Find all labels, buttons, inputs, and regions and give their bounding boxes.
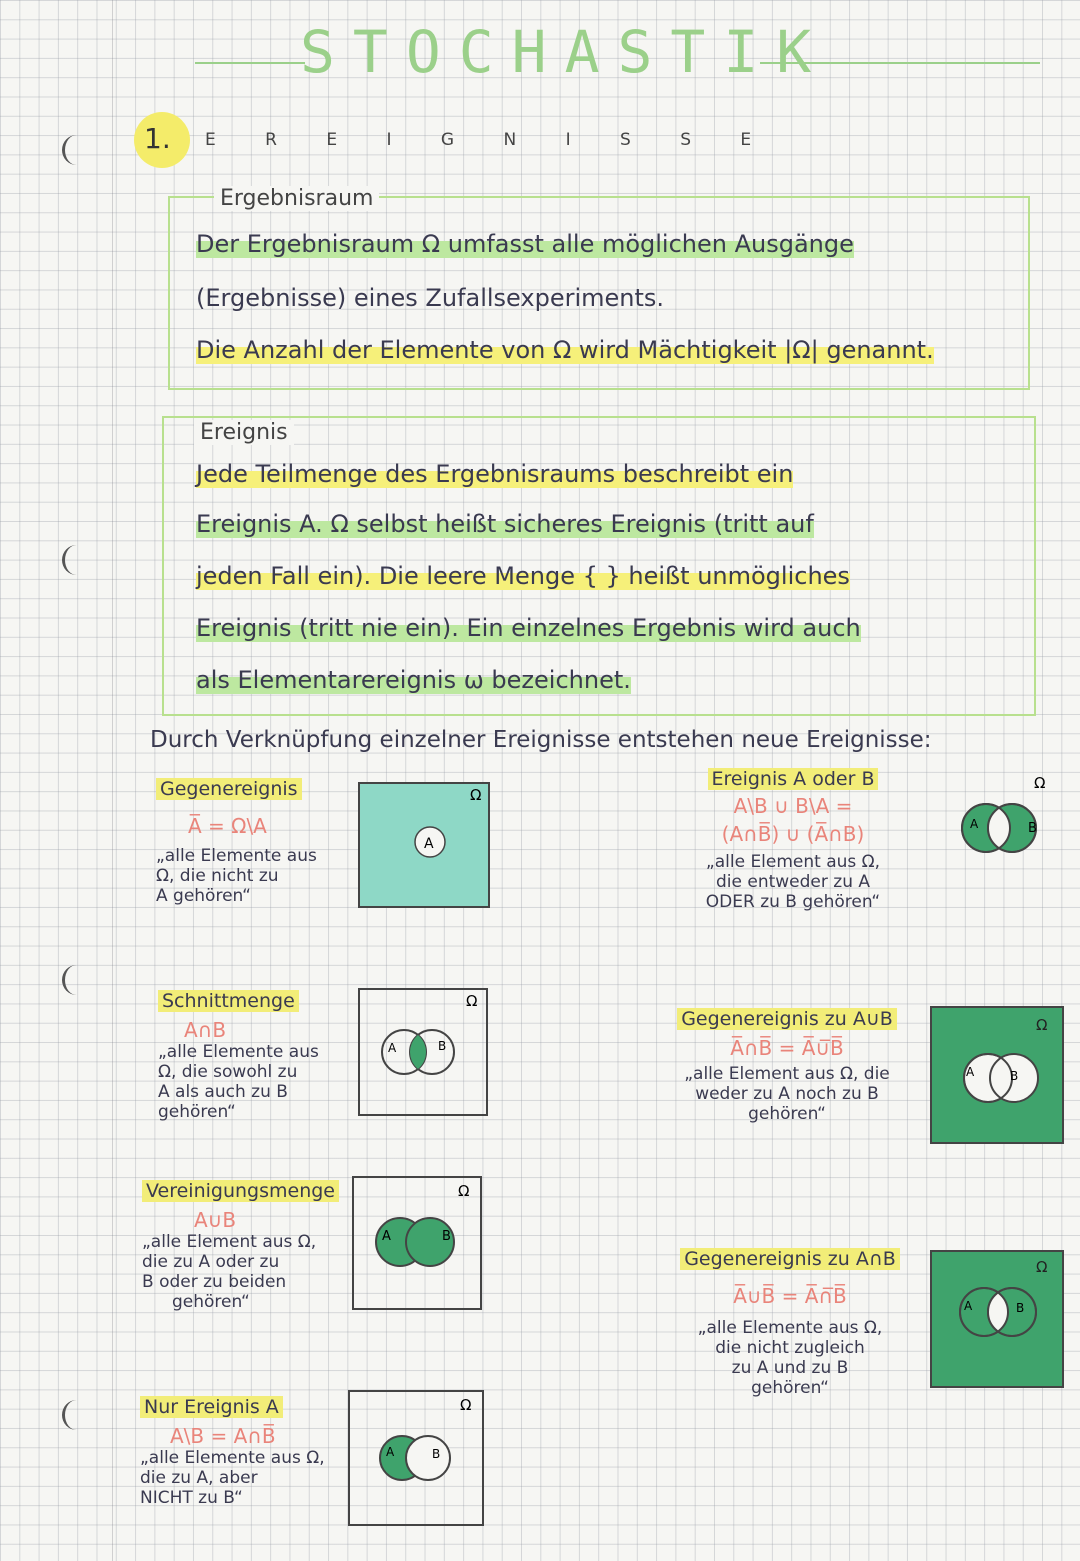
- card-vereinigung: [142, 1180, 339, 1312]
- card-formula: A\B = A∩B̅: [170, 1424, 276, 1448]
- venn-a-only: [348, 1390, 484, 1526]
- card-formula: A̅ = Ω\A: [188, 814, 267, 838]
- card-nur-a: [140, 1396, 325, 1508]
- card-title: Vereinigungsmenge: [142, 1180, 339, 1202]
- card-text-4: gehören“: [751, 1378, 829, 1398]
- venn-complement-intersection: [930, 1250, 1064, 1388]
- set-a-label: A: [970, 817, 979, 831]
- omega-label: Ω: [458, 1182, 470, 1200]
- ereignis-line-4: Ereignis (tritt nie ein). Ein einzelnes Ergebnis wird auch: [196, 614, 861, 642]
- card-text-1: „alle Element aus Ω, die: [684, 1064, 890, 1084]
- page-title: STOCHASTIK: [300, 18, 830, 86]
- card-formula: A∪B: [194, 1208, 237, 1232]
- ereignis-line-5: als Elementarereignis ω bezeichnet.: [196, 666, 631, 694]
- card-text-4: gehören“: [158, 1102, 236, 1122]
- card-text-1: „alle Element aus Ω,: [705, 852, 881, 872]
- set-b-label: B: [1010, 1069, 1019, 1083]
- set-b-label: B: [432, 1447, 441, 1461]
- venn-symmetric-difference: [936, 770, 1070, 898]
- omega-label: Ω: [1034, 774, 1046, 792]
- ergebnisraum-heading: Ergebnisraum: [214, 186, 379, 211]
- card-text-2: die zu A, aber: [140, 1468, 258, 1488]
- set-a-label: A: [382, 1229, 391, 1244]
- card-text-3: ODER zu B gehören“: [705, 892, 881, 912]
- omega-label: Ω: [466, 992, 478, 1010]
- card-text-2: die nicht zugleich: [715, 1338, 865, 1358]
- binder-hole: [62, 545, 91, 575]
- ergebnisraum-line-2: (Ergebnisse) eines Zufallsexperiments.: [196, 284, 665, 312]
- ereignis-heading: Ereignis: [194, 420, 294, 445]
- card-text-3: zu A und zu B: [731, 1358, 849, 1378]
- venn-union: [352, 1176, 482, 1310]
- title-rule-left: [195, 62, 305, 64]
- binder-holes: [0, 0, 110, 1561]
- card-text-3: A als auch zu B: [158, 1082, 288, 1102]
- card-text-3: gehören“: [748, 1104, 826, 1124]
- set-b-label: B: [442, 1229, 451, 1244]
- card-gegen-vereinigung: [652, 1008, 922, 1124]
- ergebnisraum-line-1: Der Ergebnisraum Ω umfasst alle möglichen Ausgänge: [196, 230, 854, 258]
- chapter-number: 1.: [144, 122, 171, 155]
- set-a-label: A: [966, 1065, 975, 1079]
- card-text-1: „alle Elemente aus: [156, 846, 317, 866]
- card-text-1: „alle Elemente aus Ω,: [697, 1318, 883, 1338]
- card-formula: A\B ∪ B\A =: [733, 794, 853, 818]
- set-b-label: B: [438, 1039, 447, 1053]
- card-gegen-schnitt: [660, 1248, 920, 1398]
- omega-label: Ω: [470, 786, 482, 804]
- card-text-2: die zu A oder zu: [142, 1252, 280, 1272]
- set-a-label: A: [386, 1445, 395, 1459]
- card-text-3: B oder zu beiden: [142, 1272, 287, 1292]
- card-title: Nur Ereignis A: [140, 1396, 283, 1418]
- chapter-title: E R E I G N I S S E: [205, 130, 774, 150]
- set-b-label: B: [1028, 821, 1037, 836]
- set-b-circle: [406, 1436, 450, 1480]
- omega-label: Ω: [460, 1396, 472, 1414]
- card-text-3: NICHT zu B“: [140, 1488, 243, 1508]
- card-text-2: die entweder zu A: [715, 872, 870, 892]
- card-title: Gegenereignis: [156, 778, 302, 800]
- set-a-label: A: [388, 1041, 397, 1055]
- set-a-label: A: [964, 1299, 973, 1313]
- card-text-2: weder zu A noch zu B: [695, 1084, 879, 1104]
- card-text-1: „alle Elemente aus: [158, 1042, 319, 1062]
- ereignis-line-1: Jede Teilmenge des Ergebnisraums beschreibt ein: [196, 460, 794, 488]
- set-b-label: B: [1016, 1301, 1025, 1315]
- card-title: Schnittmenge: [158, 990, 299, 1012]
- margin-line: [112, 0, 113, 1561]
- card-title: Gegenereignis zu A∩B: [680, 1248, 900, 1270]
- card-title: Gegenereignis zu A∪B: [677, 1008, 897, 1030]
- card-formula-2: (A∩B̅) ∪ (A̅∩B): [721, 822, 865, 846]
- card-text-1: „alle Element aus Ω,: [142, 1232, 317, 1252]
- set-a-label: A: [424, 836, 434, 852]
- card-text-2: Ω, die sowohl zu: [158, 1062, 298, 1082]
- card-text-1: „alle Elemente aus Ω,: [140, 1448, 325, 1468]
- binder-hole: [62, 135, 91, 165]
- card-text-2: Ω, die nicht zu: [156, 866, 279, 886]
- card-text-3: A gehören“: [156, 886, 251, 906]
- card-gegenereignis: [156, 778, 317, 906]
- card-title: Ereignis A oder B: [708, 768, 879, 790]
- intro-sentence: Durch Verknüpfung einzelner Ereignisse entstehen neue Ereignisse:: [150, 727, 932, 753]
- card-schnittmenge: [158, 990, 319, 1122]
- binder-hole: [62, 1400, 91, 1430]
- ereignis-line-2: Ereignis A. Ω selbst heißt sicheres Ereignis (tritt auf: [196, 510, 814, 538]
- omega-label: Ω: [1036, 1258, 1048, 1276]
- binder-hole: [62, 965, 91, 995]
- ergebnisraum-line-3: Die Anzahl der Elemente von Ω wird Mächtigkeit |Ω| genannt.: [196, 336, 934, 364]
- venn-complement-union: [930, 1006, 1064, 1144]
- venn-complement-a: [358, 782, 490, 908]
- venn-intersection: [358, 988, 488, 1116]
- ereignis-line-3: jeden Fall ein). Die leere Menge { } heißt unmögliches: [196, 562, 850, 590]
- card-a-oder-b: [668, 768, 918, 912]
- omega-label: Ω: [1036, 1016, 1048, 1034]
- card-formula: A̅∩B̅ = A̅∪̅B̅: [730, 1036, 844, 1060]
- card-formula: A̅∪B̅ = A̅∩̅B̅: [733, 1284, 847, 1308]
- card-formula: A∩B: [184, 1018, 227, 1042]
- card-text-4: gehören“: [172, 1292, 250, 1312]
